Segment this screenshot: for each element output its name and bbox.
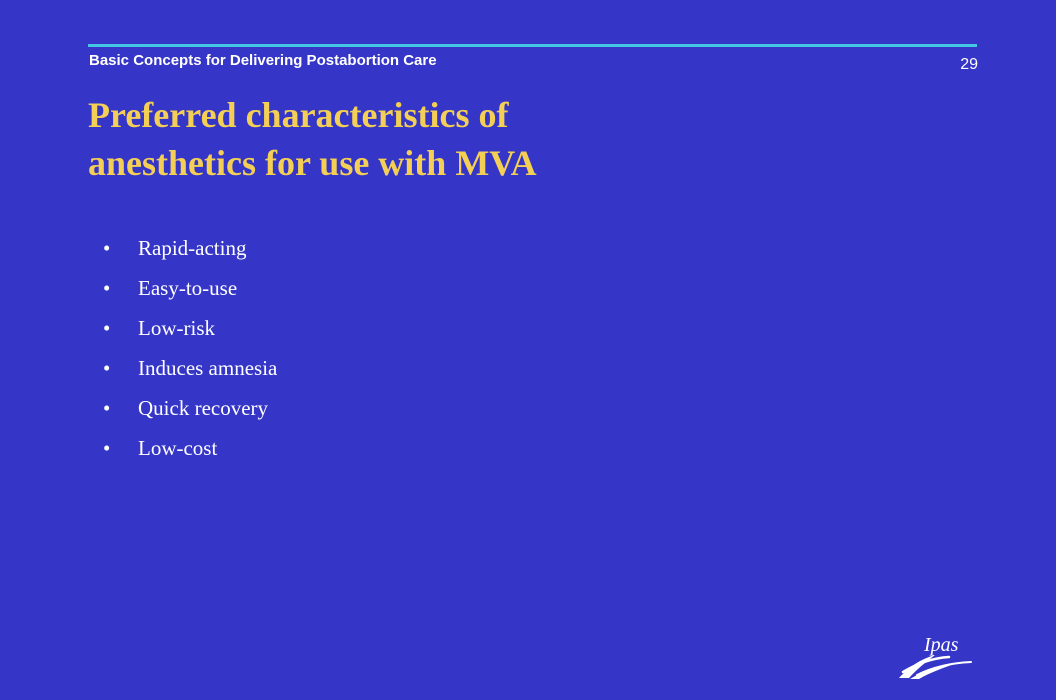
bullet-text: Low-risk xyxy=(138,316,215,340)
bullet-icon: • xyxy=(103,236,111,260)
bullet-text: Rapid-acting xyxy=(138,236,247,260)
bullet-item xyxy=(103,228,277,268)
bullet-icon: • xyxy=(103,316,111,340)
bullet-item xyxy=(103,428,277,468)
slide-title-line-1: Preferred characteristics of xyxy=(88,95,509,135)
ipas-swoosh-logo-icon xyxy=(895,628,981,680)
bullet-icon: • xyxy=(103,356,111,380)
bullet-item xyxy=(103,308,277,348)
bullet-text: Quick recovery xyxy=(138,396,269,420)
bullet-text: Low-cost xyxy=(138,436,218,460)
slide-title xyxy=(88,91,537,187)
bullet-item xyxy=(103,388,277,428)
bullet-item xyxy=(103,268,277,308)
header-divider xyxy=(88,44,977,47)
ipas-logo-text: Ipas xyxy=(924,634,959,656)
bullet-item xyxy=(103,348,277,388)
bullet-text: Induces amnesia xyxy=(138,356,278,380)
bullet-icon: • xyxy=(103,436,111,460)
bullet-icon: • xyxy=(103,276,111,300)
bullet-icon: • xyxy=(103,396,111,420)
course-title: Basic Concepts for Delivering Postabortion Care xyxy=(89,52,437,69)
page-number: 29 xyxy=(960,56,978,73)
slide-title-line-2: anesthetics for use with MVA xyxy=(88,143,537,183)
bullet-list xyxy=(103,228,277,468)
bullet-text: Easy-to-use xyxy=(138,276,238,300)
